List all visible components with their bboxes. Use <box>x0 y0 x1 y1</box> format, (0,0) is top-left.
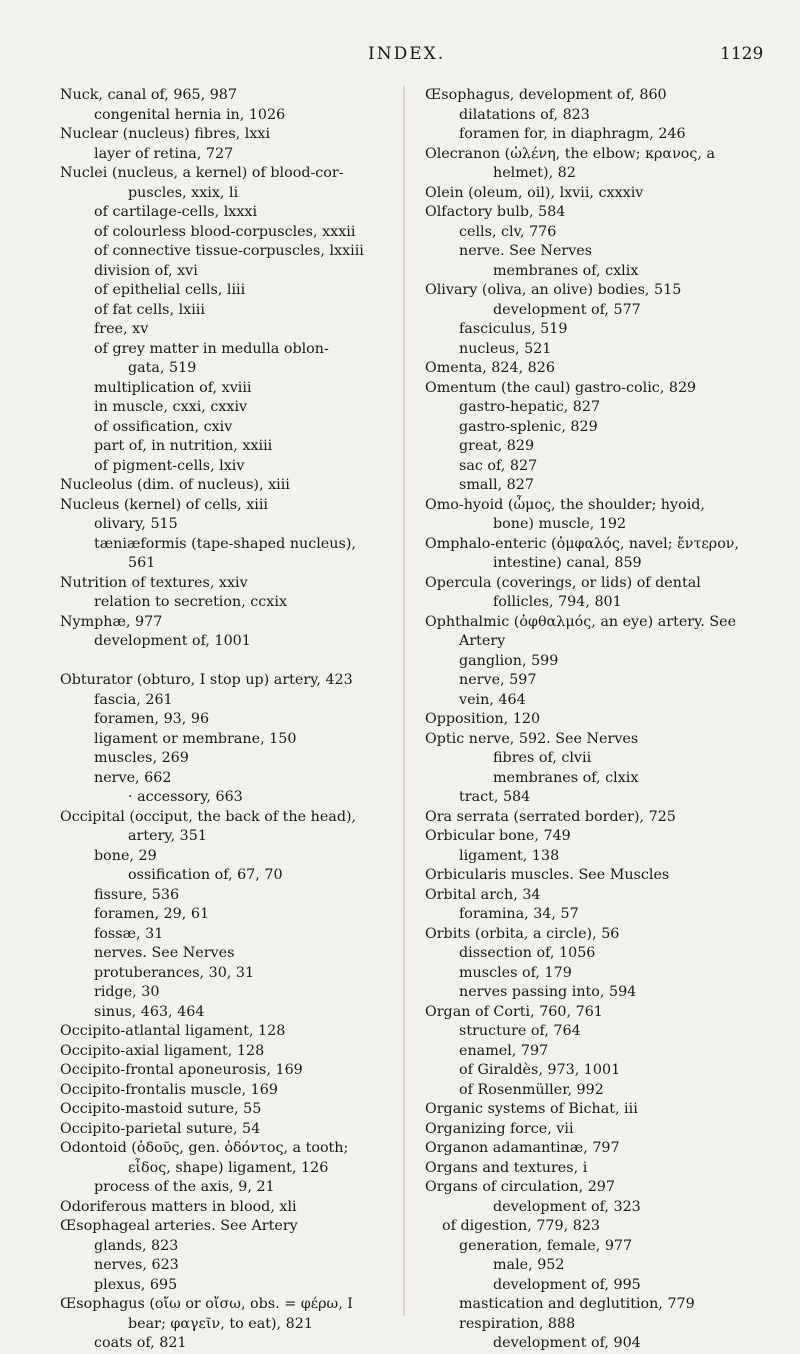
index-entry: layer of retina, 727 <box>94 145 234 162</box>
index-entry: of ossification, cxiv <box>94 418 233 435</box>
left-index-column <box>60 86 405 1354</box>
index-entry: development of, 1001 <box>94 633 251 649</box>
index-entry: development of, 577 <box>493 301 641 318</box>
index-entry: foramen for, in diaphragm, 246 <box>459 126 686 142</box>
index-entry: ossification of, 67, 70 <box>128 867 283 883</box>
index-entry: Olein (oleum, oil), lxvii, cxxxiv <box>425 184 644 201</box>
index-entry: Opposition, 120 <box>425 711 541 727</box>
index-entry: bone) muscle, 192 <box>493 516 627 532</box>
index-entry: of Rosenmüller, 992 <box>459 1081 604 1098</box>
index-entry: ligament, 138 <box>459 847 560 864</box>
index-entry: gastro-splenic, 829 <box>459 418 598 435</box>
index-entry: development of, 323 <box>493 1198 641 1215</box>
index-entry: Orbital arch, 34 <box>425 886 541 903</box>
index-entry: Occipito-parietal suture, 54 <box>60 1120 261 1137</box>
index-entry: Nymphæ, 977 <box>60 613 163 630</box>
index-entry: Œsophagus, development of, 860 <box>425 87 667 103</box>
index-entry: artery, 351 <box>128 828 207 844</box>
index-entry: enamel, 797 <box>459 1042 549 1059</box>
index-entry: Nucleolus (dim. of nucleus), xiii <box>60 477 290 493</box>
index-entry: Omo-hyoid (ὦμος, the shoulder; hyoid, <box>425 496 705 513</box>
index-entry: Organon adamantinæ, 797 <box>425 1140 620 1156</box>
index-entry: of digestion, 779, 823 <box>442 1218 601 1234</box>
page-number: 1129 <box>720 44 764 64</box>
index-entry: Omphalo-enteric (ὀμφαλός, navel; ἔντερον, <box>425 535 740 552</box>
index-entry: free, xv <box>94 321 149 337</box>
index-entry: male, 952 <box>493 1257 565 1273</box>
index-entry: Artery <box>459 633 506 649</box>
index-entry: nerve, 597 <box>459 672 537 688</box>
index-entry: of colourless blood-corpuscles, xxxii <box>94 223 356 240</box>
index-entry: ligament or membrane, 150 <box>94 730 297 747</box>
index-entry: division of, xvi <box>94 262 198 279</box>
index-entry: 561 <box>128 555 156 571</box>
index-entry: ganglion, 599 <box>459 652 559 669</box>
index-entry: generation, female, 977 <box>459 1237 633 1254</box>
index-entry: Odontoid (ὀδοῦς, gen. ὀδόντος, a tooth; <box>60 1140 349 1156</box>
index-entry: nerves. See Nerves <box>94 945 235 961</box>
index-entry: muscles, 269 <box>94 750 189 766</box>
index-entry: foramen, 93, 96 <box>94 711 210 727</box>
index-entry: fasciculus, 519 <box>459 321 568 337</box>
index-entry: muscles of, 179 <box>459 964 572 981</box>
index-entry: cells, clv, 776 <box>459 223 557 240</box>
index-entry: Occipito-frontal aponeurosis, 169 <box>60 1062 303 1078</box>
index-entry: Organs of circulation, 297 <box>425 1179 615 1195</box>
index-entry: Odoriferous matters in blood, xli <box>60 1198 297 1215</box>
index-entry: Occipital (occiput, the back of the head), <box>60 808 357 825</box>
index-entry: bone, 29 <box>94 847 157 864</box>
index-entry: vein, 464 <box>459 691 526 708</box>
index-entry: Occipito-frontalis muscle, 169 <box>60 1081 278 1098</box>
index-entry: Ora serrata (serrated border), 725 <box>425 808 676 825</box>
index-entry: nerves passing into, 594 <box>459 984 637 1000</box>
index-entry: Nuck, canal of, 965, 987 <box>60 87 238 103</box>
index-entry: process of the axis, 9, 21 <box>94 1179 275 1195</box>
index-entry: Nucleus (kernel) of cells, xiii <box>60 496 269 513</box>
index-entry: Olfactory bulb, 584 <box>425 204 566 220</box>
index-entry: Organ of Corti, 760, 761 <box>425 1003 603 1020</box>
index-entry: foramen, 29, 61 <box>94 906 210 922</box>
index-entry: Occipito-atlantal ligament, 128 <box>60 1023 286 1039</box>
index-entry: coats of, 821 <box>94 1335 187 1351</box>
index-entry: membranes of, clxix <box>493 769 639 786</box>
index-entry: protuberances, 30, 31 <box>94 964 255 981</box>
index-entry: development of, 904 <box>493 1335 641 1351</box>
index-entry: structure of, 764 <box>459 1023 581 1039</box>
index-entry: multiplication of, xviii <box>94 379 252 396</box>
index-entry: Optic nerve, 592. See Nerves <box>425 730 639 747</box>
index-entry: Œsophageal arteries. See Artery <box>60 1218 298 1234</box>
index-entry: Occipito-axial ligament, 128 <box>60 1042 265 1059</box>
index-entry: in muscle, cxxi, cxxiv <box>94 399 248 415</box>
index-entry: membranes of, cxlix <box>493 262 639 279</box>
index-entry: dissection of, 1056 <box>459 945 596 961</box>
index-entry: nerve. See Nerves <box>459 243 593 259</box>
index-entry: εἶδος, shape) ligament, 126 <box>128 1159 329 1176</box>
index-entry: of cartilage-cells, lxxxi <box>94 204 258 220</box>
index-entry: Organizing force, vii <box>425 1120 574 1137</box>
index-entry: nerve, 662 <box>94 769 172 786</box>
index-entry: Opercula (coverings, or lids) of dental <box>425 574 701 591</box>
index-entry: gastro-hepatic, 827 <box>459 399 601 415</box>
running-title: INDEX. <box>368 44 446 64</box>
index-entry: puscles, xxix, li <box>128 184 239 201</box>
index-entry: of Giraldès, 973, 1001 <box>459 1062 621 1078</box>
index-entry: respiration, 888 <box>459 1315 576 1332</box>
index-entry: Ophthalmic (ὀφθαλμός, an eye) artery. See <box>425 613 737 630</box>
index-entry: sac of, 827 <box>459 457 538 474</box>
index-entry: Occipito-mastoid suture, 55 <box>60 1101 262 1117</box>
index-entry: fissure, 536 <box>94 886 180 903</box>
index-entry: nucleus, 521 <box>459 340 552 357</box>
index-entry: Omenta, 824, 826 <box>425 360 555 376</box>
index-entry: tract, 584 <box>459 789 531 805</box>
index-entry: mastication and deglutition, 779 <box>459 1296 695 1312</box>
index-entry: of fat cells, lxiii <box>94 301 205 318</box>
index-entry: of connective tissue-corpuscles, lxxiii <box>94 243 364 259</box>
index-entry: Nutrition of textures, xxiv <box>60 574 248 591</box>
index-entry: of epithelial cells, liii <box>94 282 246 298</box>
index-entry: Orbits (orbita, a circle), 56 <box>425 925 620 942</box>
index-entry: tæniæformis (tape-shaped nucleus), <box>94 535 356 552</box>
index-entry: relation to secretion, ccxix <box>94 594 288 610</box>
index-entry: intestine) canal, 859 <box>493 555 642 571</box>
index-entry: fossæ, 31 <box>94 925 164 942</box>
index-entry: Orbicular bone, 749 <box>425 828 571 844</box>
index-entry: olivary, 515 <box>94 516 178 532</box>
index-entry: Olecranon (ὠλένη, the elbow; κρανος, a <box>425 145 716 162</box>
index-entry: Organs and textures, i <box>425 1159 588 1176</box>
index-entry: Olivary (oliva, an olive) bodies, 515 <box>425 282 682 298</box>
index-entry: fibres of, clvii <box>493 750 592 766</box>
index-entry: follicles, 794, 801 <box>493 594 622 610</box>
index-entry: bear; φαγεῖν, to eat), 821 <box>128 1315 313 1332</box>
right-index-column <box>425 86 770 1354</box>
index-entry: glands, 823 <box>94 1237 179 1254</box>
index-entry: development of, 995 <box>493 1276 641 1293</box>
index-entry: · accessory, 663 <box>128 789 243 805</box>
index-entry: of pigment-cells, lxiv <box>94 457 245 474</box>
index-entry: gata, 519 <box>128 360 197 376</box>
index-entry: Obturator (obturo, I stop up) artery, 423 <box>60 672 353 688</box>
index-entry: Organic systems of Bichat, iii <box>425 1101 638 1117</box>
index-entry: part of, in nutrition, xxiii <box>94 438 273 454</box>
index-entry: helmet), 82 <box>493 165 576 181</box>
index-entry <box>60 652 405 672</box>
index-entry: Nuclear (nucleus) fibres, lxxi <box>60 126 271 142</box>
index-entry: dilatations of, 823 <box>459 106 590 123</box>
index-entry: Orbicularis muscles. See Muscles <box>425 867 670 883</box>
page-header <box>0 44 800 74</box>
index-entry: sinus, 463, 464 <box>94 1003 205 1020</box>
index-entry: nerves, 623 <box>94 1257 179 1273</box>
index-entry: small, 827 <box>459 477 534 493</box>
index-entry: of grey matter in medulla oblon- <box>94 340 329 357</box>
index-entry: Omentum (the caul) gastro-colic, 829 <box>425 379 697 396</box>
index-entry: congenital hernia in, 1026 <box>94 106 286 123</box>
index-entry: ridge, 30 <box>94 984 160 1000</box>
index-entry: fascia, 261 <box>94 691 173 708</box>
index-entry: great, 829 <box>459 438 535 454</box>
index-entry: plexus, 695 <box>94 1276 178 1293</box>
index-entry: foramina, 34, 57 <box>459 906 579 922</box>
index-entry: Œsophagus (οἴω or οἴσω, obs. = φέρω, I <box>60 1296 353 1312</box>
index-entry: Nuclei (nucleus, a kernel) of blood-cor- <box>60 165 344 181</box>
